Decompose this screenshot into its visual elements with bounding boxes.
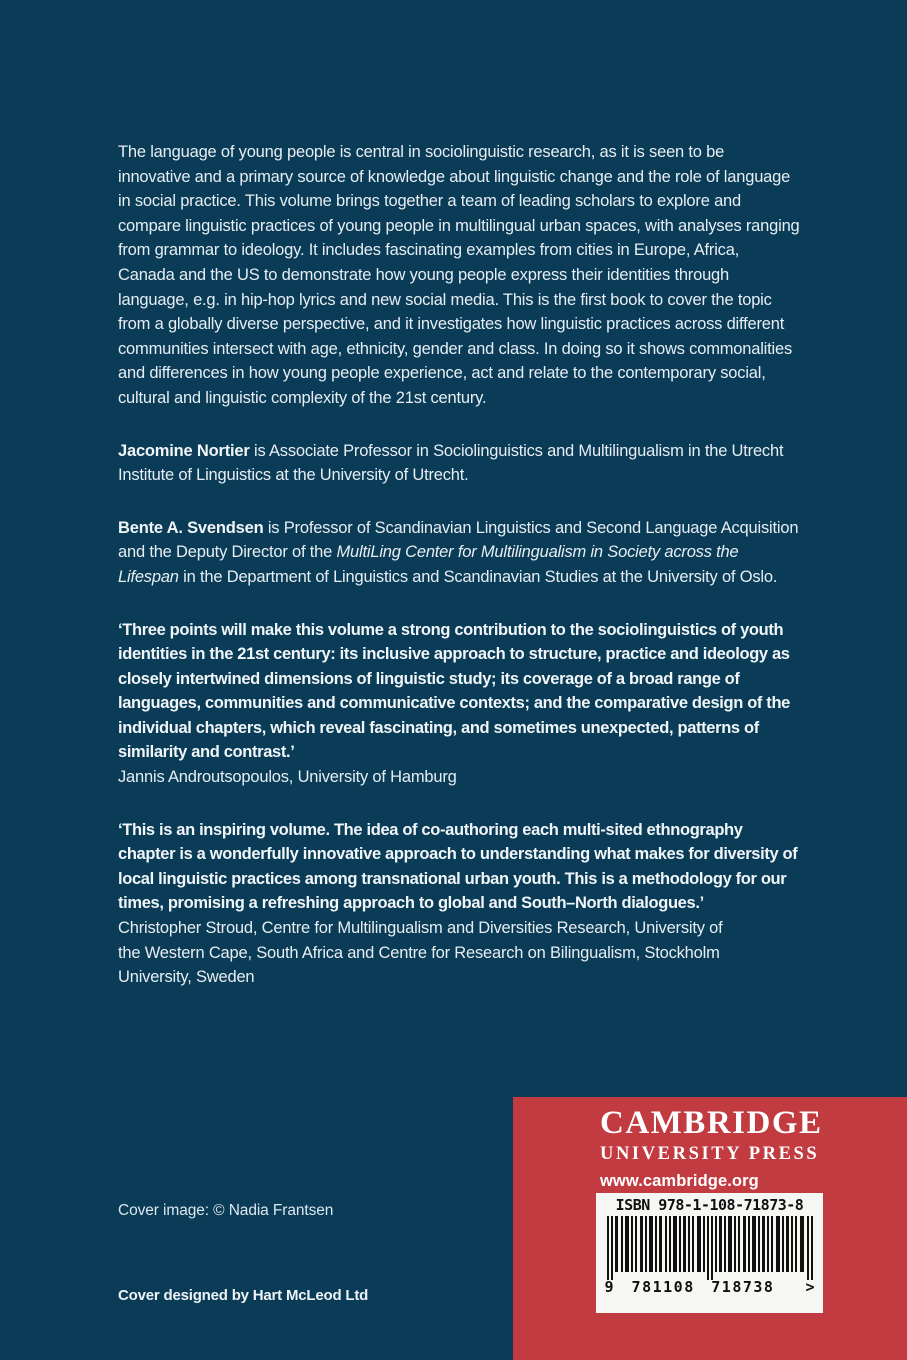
author-bio-nortier-text: is Associate Professor in Sociolinguistics and Multilingualism in the Utrecht Institute of Linguistics at the University of Utrecht.	[118, 441, 784, 485]
author-bio-svendsen-center-title: MultiLing Center for Multilingualism in Society across the Lifespan	[118, 543, 739, 586]
author-bio-nortier	[118, 439, 800, 488]
cover-image-credit: Cover image: © Nadia Frantsen	[118, 1202, 334, 1219]
review-quote-1: ‘Three points will make this volume a strong contribution to the sociolinguistics of youth identities in the 21st century: its inclusive approach to structure, practice and ideology as closely intertwined dimensions of linguistic study; its coverage of a broad range of languages, communities and communicative contexts; and the comparative design of the individual chapters, which reveal fascinating, and sometimes unexpected, patterns of similarity and contrast.’	[118, 620, 791, 762]
publisher-name: CAMBRIDGE	[600, 1105, 823, 1141]
author-bio-svendsen-text-2: in the Department of Linguistics and Scandinavian Studies at the University of Oslo.	[178, 567, 778, 586]
author-bio-svendsen	[118, 516, 800, 590]
review-attribution-1: Jannis Androutsopoulos, University of Hamburg	[118, 768, 457, 787]
publisher-logo	[600, 1105, 823, 1192]
barcode-image	[607, 1216, 813, 1280]
author-name-svendsen: Bente A. Svendsen	[118, 518, 264, 537]
barcode-arrow: >	[805, 1278, 815, 1296]
publisher-panel	[513, 1097, 907, 1360]
author-bio-svendsen-text-1: is Professor of Scandinavian Linguistics and Second Language Acquisition and the Deputy Director of the	[118, 518, 799, 562]
publisher-website: www.cambridge.org	[600, 1172, 759, 1190]
isbn-box	[596, 1193, 823, 1313]
author-name-nortier: Jacomine Nortier	[118, 441, 250, 460]
review-attribution-2: Christopher Stroud, Centre for Multilingualism and Diversities Research, University of the Western Cape, South Africa and Centre for Research on Bilingualism, Stockholm University, Sweden	[118, 919, 723, 987]
publisher-imprint: UNIVERSITY PRESS	[600, 1144, 820, 1164]
back-cover-text	[118, 140, 800, 1018]
cover-design-credit: Cover designed by Hart McLeod Ltd	[118, 1287, 369, 1304]
blurb-paragraph: The language of young people is central in sociolinguistic research, as it is seen to be innovative and a primary source of knowledge about linguistic change and the role of language in social practice. This volume brings together a team of leading scholars to explore and compare linguistic practices of young people in multilingual urban spaces, with analyses ranging from grammar to ideology. It includes fascinating examples from cities in Europe, Africa, Canada and the US to demonstrate how young people express their identities through language, e.g. in hip-hop lyrics and new social media. This is the first book to cover the topic from a globally diverse perspective, and it investigates how linguistic practices across different communities intersect with age, ethnicity, gender and class. In doing so it shows commonalities and differences in how young people experience, act and relate to the contemporary social, cultural and linguistic complexity of the 21st century.	[118, 143, 800, 407]
isbn-digits-row	[605, 1279, 815, 1296]
isbn-label: ISBN 978-1-108-71873-8	[615, 1196, 804, 1214]
isbn-digits: 9 781108 718738	[604, 1278, 775, 1296]
review-quote-2: ‘This is an inspiring volume. The idea of co-authoring each multi-sited ethnography chapter is a wonderfully innovative approach to understanding what makes for diversity of local linguistic practices among transnational urban youth. This is a methodology for our times, promising a refreshing approach to global and South–North dialogues.’	[118, 820, 798, 913]
